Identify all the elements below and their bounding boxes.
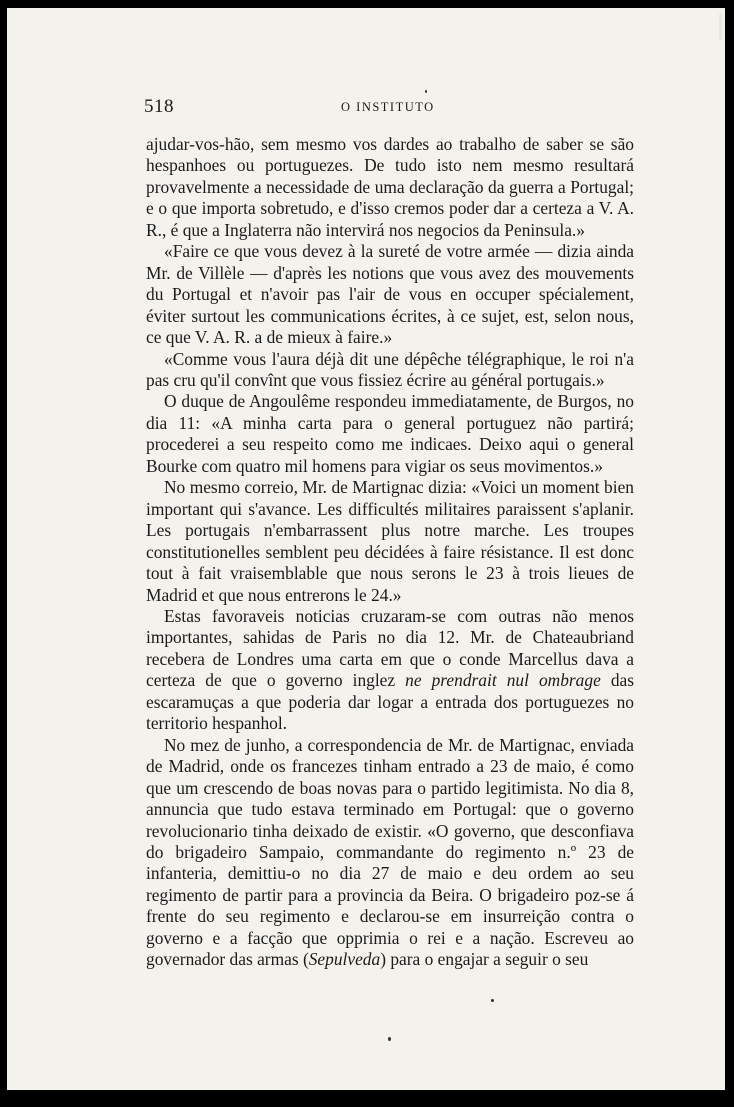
paragraph-7-text-a: No mez de junho, a correspondencia de Mr. de Martignac, enviada de Madrid, onde os francezes tinham entrado a 23 de maio, é como que um crescendo de boas novas para o partido legitimista. No dia 8, annuncia que tudo estava terminado em Portugal: que o governo revolucionario tinha deixado de existir. «O governo, que desconfiava do brigadeiro Sampaio, commandante do regimento n.º 23 de infanteria, demittiu-o no dia 27 de maio e deu ordem ao seu regimento de partir para a provincia da Beira. O brigadeiro poz-se á frente do seu regimento e declarou-se em insurreição contra o governo e a facção que opprimia o rei e a nação. Escreveu ao governador das armas ( (146, 734, 634, 970)
ink-speck (491, 999, 494, 1002)
paragraph-6-italic: ne prendrait nul ombrage (405, 670, 601, 691)
paragraph-3: «Comme vous l'aura déjà dit une dépêche télégraphique, le roi n'a pas cru qu'il convînt que vous fissiez écrire au général portugais.» (146, 348, 634, 390)
scan-edge-mark (719, 14, 722, 40)
running-head: O INSTITUTO (341, 100, 435, 114)
paragraph-4: O duque de Angoulême respondeu immediatamente, de Burgos, no dia 11: «A minha carta para o general portuguez não partirá; procederei a seu respeito como me indicaes. Deixo aqui o general Bourke com quatro mil homens para vigiar os seus movimentos.» (146, 391, 634, 476)
paragraph-7 (146, 735, 634, 971)
paragraph-6-text-b: das escaramuças a que poderia dar logar a entrada dos portuguezes no territorio hespanhol. (146, 670, 635, 734)
paragraph-1: ajudar-vos-hão, sem mesmo vos dardes ao trabalho de saber se são hespanhoes ou portuguezes. De tudo isto nem mesmo resultará provavelmente a necessidade de uma declaração da guerra a Portugal; e o que importa sobretudo, e d'isso cremos poder dar a certeza a V. A. R., é que a Inglaterra não intervirá nos negocios da Peninsula.» (146, 134, 634, 240)
document-page (7, 8, 725, 1090)
paragraph-5: No mesmo correio, Mr. de Martignac dizia: «Voici un moment bien important qui s'avance. Les difficultés militaires paraissent s'aplanir. Les portugais n'embarrassent plus notre marche. Les troupes constitutionelles semblent peu décidées à faire résistance. Il est donc tout à fait vraisemblable que nous serons le 23 à trois lieues de Madrid et que nous entrerons le 24.» (146, 477, 634, 605)
paragraph-2: «Faire ce que vous devez à la sureté de votre armée — dizia ainda Mr. de Villèle — d'après les notions que vous avez des mouvements du Portugal et n'avoir pas l'air de vous en occuper spécialement, éviter surtout les communications écrites, à ce sujet, est, selon nous, ce que V. A. R. a de mieux à faire.» (146, 241, 634, 348)
page-header (144, 96, 634, 124)
body-text (146, 134, 634, 971)
paragraph-7-text-b: ) para o engajar a seguir o seu (380, 949, 589, 970)
paragraph-6-text-a: Estas favoraveis noticias cruzaram-se com outras não menos importantes, sahidas de Paris no dia 12. Mr. de Chateaubriand recebera de Londres uma carta em que o conde Marcellus dava a certeza de que o governo inglez (146, 605, 634, 691)
paragraph-6 (146, 606, 634, 735)
paragraph-7-italic: Sepulveda (308, 949, 381, 970)
page-number: 518 (144, 96, 174, 117)
ink-speck (425, 90, 427, 93)
ink-speck (388, 1037, 391, 1041)
